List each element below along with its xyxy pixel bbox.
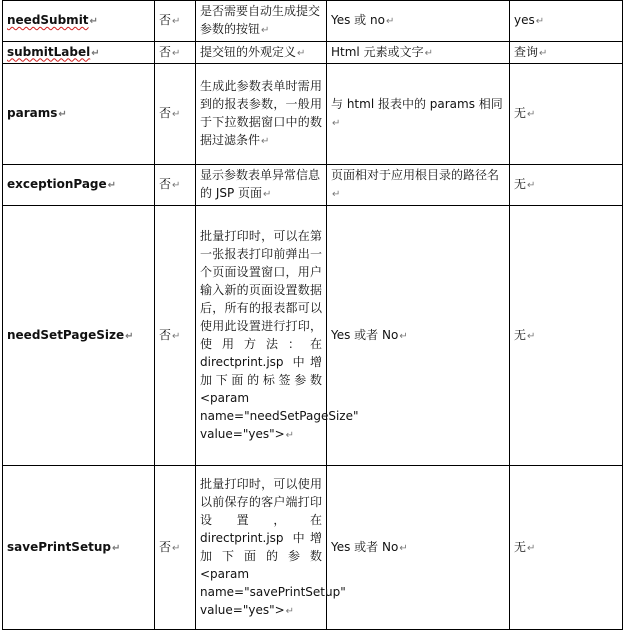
param-required: 否↵ bbox=[155, 42, 196, 64]
param-default: 查询↵ bbox=[510, 42, 623, 64]
param-name: submitLabel↵ bbox=[3, 42, 155, 64]
table-row bbox=[3, 206, 623, 466]
table-row bbox=[3, 466, 623, 630]
param-description: 生成此参数表单时需用到的报表参数，一般用于下拉数据窗口中的数据过滤条件↵ bbox=[196, 64, 327, 165]
param-default: 无↵ bbox=[510, 466, 623, 630]
param-default: 无↵ bbox=[510, 64, 623, 165]
param-default: 无↵ bbox=[510, 206, 623, 466]
param-default: 无↵ bbox=[510, 165, 623, 206]
param-required: 否↵ bbox=[155, 165, 196, 206]
table-row bbox=[3, 64, 623, 165]
param-name: needSetPageSize↵ bbox=[3, 206, 155, 466]
param-values: Html 元素或文字↵ bbox=[327, 42, 510, 64]
param-values: 页面相对于应用根目录的路径名↵ bbox=[327, 165, 510, 206]
param-name: exceptionPage↵ bbox=[3, 165, 155, 206]
param-description: 批量打印时，可以在第一张报表打印前弹出一个页面设置窗口，用户输入新的页面设置数据后，所有的报表都可以使用此设置进行打印，使用方法：在 directprint.jsp 中增加下面的标签参数 <param name="needSetPageSize" value="yes">↵ bbox=[196, 206, 327, 466]
param-description: 批量打印时，可以使用以前保存的客户端打印设置，在 directprint.jsp 中增加下面的参数 <param name="savePrintSetup" value="yes">↵ bbox=[196, 466, 327, 630]
parameter-table bbox=[2, 0, 623, 630]
param-values: Yes 或者 No↵ bbox=[327, 466, 510, 630]
table-row bbox=[3, 165, 623, 206]
table-row bbox=[3, 1, 623, 42]
param-name: params↵ bbox=[3, 64, 155, 165]
param-description: 是否需要自动生成提交参数的按钮↵ bbox=[196, 1, 327, 42]
param-required: 否↵ bbox=[155, 64, 196, 165]
param-description: 提交钮的外观定义↵ bbox=[196, 42, 327, 64]
param-name: needSubmit↵ bbox=[3, 1, 155, 42]
table-row bbox=[3, 42, 623, 64]
param-values: Yes 或 no↵ bbox=[327, 1, 510, 42]
param-name: savePrintSetup↵ bbox=[3, 466, 155, 630]
param-required: 否↵ bbox=[155, 206, 196, 466]
param-values: Yes 或者 No↵ bbox=[327, 206, 510, 466]
param-description: 显示参数表单异常信息的 JSP 页面↵ bbox=[196, 165, 327, 206]
param-required: 否↵ bbox=[155, 1, 196, 42]
param-values: 与 html 报表中的 params 相同↵ bbox=[327, 64, 510, 165]
param-default: yes↵ bbox=[510, 1, 623, 42]
param-required: 否↵ bbox=[155, 466, 196, 630]
